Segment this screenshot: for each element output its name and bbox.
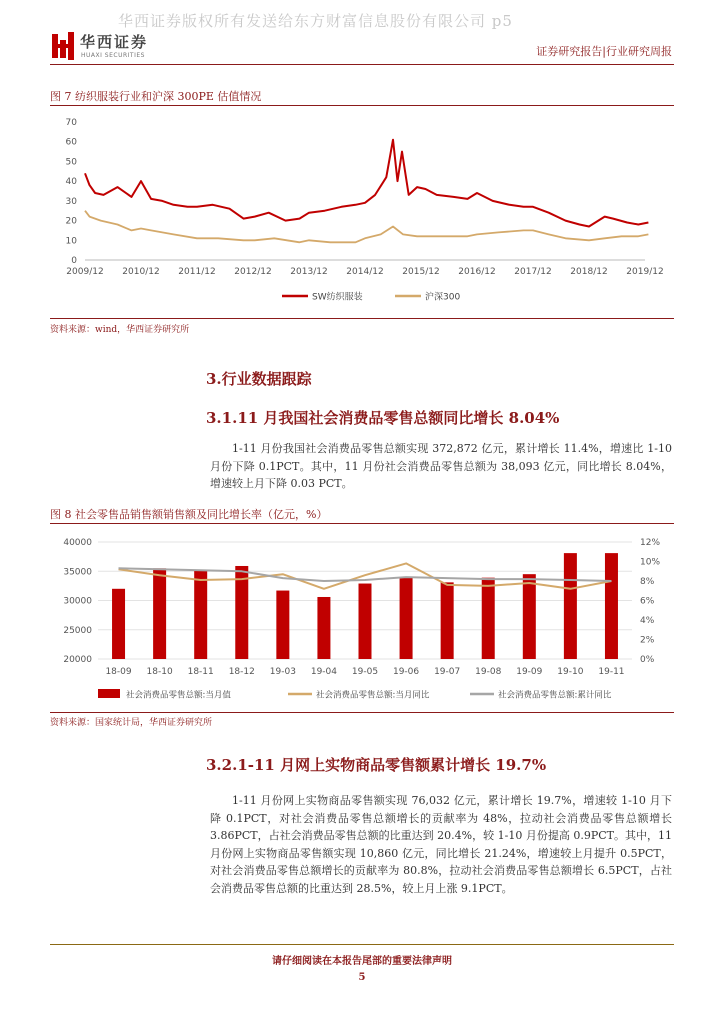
bar xyxy=(605,553,618,659)
figure7-top-rule xyxy=(50,105,674,106)
figure7-bottom-rule xyxy=(50,318,674,319)
x-tick-label: 2011/12 xyxy=(178,267,216,277)
watermark-text: 华西证券版权所有发送给东方财富信息股份有限公司 p5 xyxy=(118,12,513,30)
subsection-2-heading: 3.2.1-11 月网上实物商品零售额累计增长 19.7% xyxy=(206,756,547,774)
x-tick-label: 19-04 xyxy=(310,667,338,677)
y-right-tick-label: 2% xyxy=(640,635,655,646)
x-tick-label: 18-12 xyxy=(228,667,255,677)
y-tick-label: 40 xyxy=(65,177,77,188)
x-tick-label: 2010/12 xyxy=(122,267,160,277)
y-tick-label: 0 xyxy=(71,256,77,266)
y-tick-label: 30 xyxy=(65,196,77,207)
bar xyxy=(482,578,495,659)
figure8-title: 图 8 社会零售品销售额销售额及同比增长率（亿元，%） xyxy=(50,508,328,521)
y-tick-label: 70 xyxy=(65,118,77,128)
legend-label: 社会消费品零售总额:当月同比 xyxy=(316,690,430,701)
x-tick-label: 2009/12 xyxy=(66,267,104,277)
subsection-2-paragraph: 1-11 月份网上实物商品零售额实现 76,032 亿元，累计增长 19.7%，增速较 1-10 月下降 0.1PCT，对社会消费品零售总额增长的贡献率为 48%，拉动社会消费品零售总额增长 3.86PCT，占社会消费品零售总额的比重达到 20.4%，较 1-10 月份提高 0.9PCT。其中，11 月份网上实物商品零售额实现 10,860 亿元，同比增长 21.24%，增速较上月提升 0.5PCT，对社会消费品零售总额增长的贡献率为 80.8%，拉动社会消费品零售总额增长 6.5PCT，占社会消费品零售总额的比重达到 28.5%，较上月上涨 9.1PCT。 xyxy=(210,794,672,895)
x-tick-label: 18-09 xyxy=(105,667,132,677)
section-heading: 3.行业数据跟踪 xyxy=(206,370,312,388)
y-left-tick-label: 40000 xyxy=(63,538,92,548)
legend-label: 社会消费品零售总额:当月值 xyxy=(126,690,231,701)
x-tick-label: 2012/12 xyxy=(234,267,272,277)
huaxi-logo-icon xyxy=(52,32,74,60)
bar xyxy=(194,570,207,659)
y-right-tick-label: 8% xyxy=(640,577,655,587)
y-right-tick-label: 0% xyxy=(640,655,655,665)
figure7-source: 资料来源：wind，华西证券研究所 xyxy=(50,325,190,335)
y-tick-label: 10 xyxy=(65,236,77,247)
figure8-top-rule xyxy=(50,523,674,524)
y-left-tick-label: 25000 xyxy=(63,625,92,636)
y-left-tick-label: 30000 xyxy=(63,596,92,607)
x-tick-label: 2015/12 xyxy=(402,267,440,277)
y-left-tick-label: 20000 xyxy=(63,655,92,665)
y-tick-label: 50 xyxy=(65,157,77,168)
bar xyxy=(564,553,577,659)
x-tick-label: 19-07 xyxy=(434,667,461,677)
bar xyxy=(441,582,454,659)
legend-swatch xyxy=(98,689,120,698)
bar xyxy=(112,589,125,659)
x-tick-label: 19-10 xyxy=(557,667,584,677)
x-tick-label: 2014/12 xyxy=(346,267,384,277)
x-tick-label: 19-11 xyxy=(598,667,625,677)
series-line-hs300 xyxy=(85,211,648,243)
y-right-tick-label: 12% xyxy=(640,538,661,548)
x-tick-label: 2017/12 xyxy=(514,267,552,277)
x-tick-label: 19-06 xyxy=(392,667,420,677)
logo-name-en: HUAXI SECURITIES xyxy=(81,52,145,59)
x-tick-label: 18-11 xyxy=(187,667,214,677)
legend-label: 社会消费品零售总额:累计同比 xyxy=(498,690,612,701)
y-left-tick-label: 35000 xyxy=(63,567,92,578)
retail-sales-chart xyxy=(50,528,674,708)
x-tick-label: 19-08 xyxy=(475,667,502,677)
x-tick-label: 19-03 xyxy=(269,667,296,677)
x-tick-label: 2018/12 xyxy=(570,267,608,277)
bar xyxy=(523,574,536,659)
bar xyxy=(153,568,166,659)
y-right-tick-label: 6% xyxy=(640,596,655,607)
x-tick-label: 18-10 xyxy=(146,667,173,677)
series-line-sw-textile xyxy=(85,140,648,227)
footer-disclaimer: 请仔细阅读在本报告尾部的重要法律声明 xyxy=(272,956,452,967)
report-type-label: 证券研究报告|行业研究周报 xyxy=(536,45,672,58)
subsection-1-paragraph: 1-11 月份我国社会消费品零售总额实现 372,872 亿元，累计增长 11.4%，增速比 1-10 月份下降 0.1PCT。其中，11 月份社会消费品零售总额为 38,093 亿元，同比增长 8.04%，增速较上月下降 0.03 PCT。 xyxy=(210,442,672,490)
figure7-title: 图 7 纺织服装行业和沪深 300PE 估值情况 xyxy=(50,90,262,103)
bar xyxy=(400,578,413,659)
y-right-tick-label: 10% xyxy=(640,557,661,568)
header-rule xyxy=(50,64,674,65)
figure8-bottom-rule xyxy=(50,712,674,713)
bar xyxy=(359,584,372,659)
subsection-1-heading: 3.1.11 月我国社会消费品零售总额同比增长 8.04% xyxy=(206,409,560,427)
pe-valuation-chart xyxy=(50,108,674,316)
logo-name-cn: 华西证券 xyxy=(80,33,149,51)
legend-label: SW纺织服装 xyxy=(312,292,363,303)
y-tick-label: 20 xyxy=(65,216,77,227)
x-tick-label: 2016/12 xyxy=(458,267,496,277)
legend-label: 沪深300 xyxy=(425,292,461,303)
bar xyxy=(317,597,330,659)
page-number: 5 xyxy=(358,972,366,983)
y-right-tick-label: 4% xyxy=(640,616,655,626)
bar xyxy=(276,591,289,659)
figure8-source: 资料来源：国家统计局，华西证券研究所 xyxy=(50,718,213,728)
x-tick-label: 19-05 xyxy=(351,667,379,677)
footer-rule xyxy=(50,944,674,945)
x-tick-label: 19-09 xyxy=(516,667,543,677)
x-tick-label: 2019/12 xyxy=(626,267,664,277)
y-tick-label: 60 xyxy=(65,137,77,148)
x-tick-label: 2013/12 xyxy=(290,267,328,277)
